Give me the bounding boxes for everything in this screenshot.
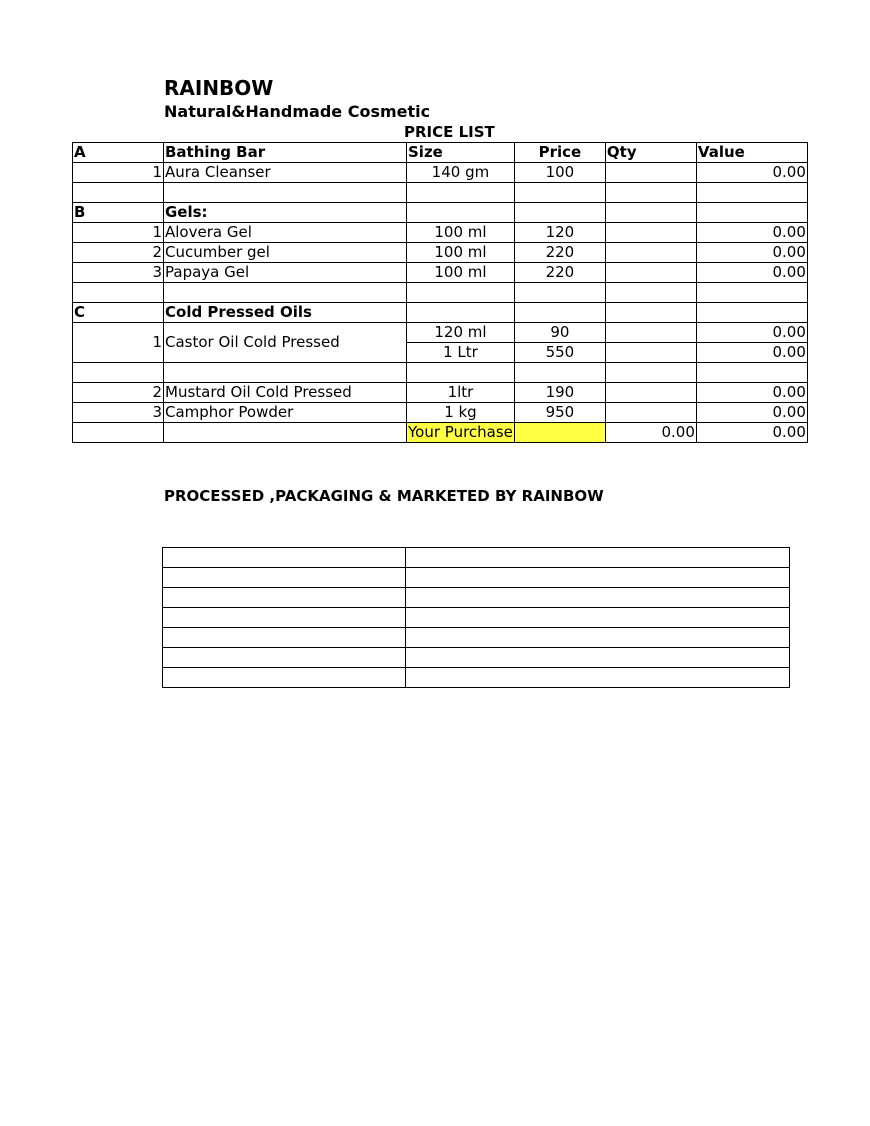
column-header-size: Size (407, 143, 515, 163)
item-qty-cell[interactable] (605, 323, 696, 343)
item-number: 1 (73, 163, 164, 183)
blank-cell[interactable] (406, 628, 790, 648)
your-purchase-fill (514, 423, 605, 443)
total-row (73, 423, 808, 443)
blank-cell[interactable] (406, 588, 790, 608)
item-name: Camphor Powder (164, 403, 407, 423)
section-row (73, 303, 808, 323)
table-row (73, 323, 808, 343)
item-price: 950 (514, 403, 605, 423)
footer-marketed-by: PROCESSED ,PACKAGING & MARKETED BY RAINBOW (164, 487, 604, 505)
blank-row (163, 548, 790, 568)
item-qty-cell[interactable] (605, 383, 696, 403)
company-tagline: Natural&Handmade Cosmetic (164, 102, 431, 121)
item-size: 120 ml (407, 323, 515, 343)
item-number: 3 (73, 263, 164, 283)
blank-cell[interactable] (406, 668, 790, 688)
item-price: 90 (514, 323, 605, 343)
item-name: Cucumber gel (164, 243, 407, 263)
item-qty-cell[interactable] (605, 223, 696, 243)
item-name: Aura Cleanser (164, 163, 407, 183)
item-value: 0.00 (696, 163, 807, 183)
company-title: RAINBOW (164, 76, 274, 100)
item-qty-cell[interactable] (605, 163, 696, 183)
blank-cell[interactable] (163, 548, 406, 568)
item-number: 2 (73, 383, 164, 403)
empty-row (73, 283, 808, 303)
item-name: Castor Oil Cold Pressed (164, 323, 407, 363)
blank-cell[interactable] (163, 568, 406, 588)
item-size: 100 ml (407, 223, 515, 243)
item-name: Mustard Oil Cold Pressed (164, 383, 407, 403)
item-qty-cell[interactable] (605, 243, 696, 263)
item-size: 140 gm (407, 163, 515, 183)
total-value: 0.00 (696, 423, 807, 443)
item-value: 0.00 (696, 223, 807, 243)
column-header-value: Value (696, 143, 807, 163)
blank-cell[interactable] (163, 668, 406, 688)
item-price: 220 (514, 243, 605, 263)
blank-cell[interactable] (163, 608, 406, 628)
item-value: 0.00 (696, 243, 807, 263)
blank-cell[interactable] (163, 648, 406, 668)
item-size: 1 Ltr (407, 343, 515, 363)
section-c-title: Cold Pressed Oils (164, 303, 407, 323)
item-value: 0.00 (696, 343, 807, 363)
price-table (72, 142, 808, 443)
item-value: 0.00 (696, 403, 807, 423)
table-row (73, 223, 808, 243)
item-value: 0.00 (696, 263, 807, 283)
blank-cell[interactable] (163, 588, 406, 608)
section-b-title: Gels: (164, 203, 407, 223)
item-price: 190 (514, 383, 605, 403)
section-row (73, 203, 808, 223)
item-qty-cell[interactable] (605, 263, 696, 283)
blank-cell[interactable] (406, 548, 790, 568)
table-row (73, 403, 808, 423)
item-name: Alovera Gel (164, 223, 407, 243)
blank-notes-table (162, 547, 790, 688)
blank-row (163, 568, 790, 588)
blank-cell[interactable] (406, 648, 790, 668)
header-row (73, 143, 808, 163)
item-price: 550 (514, 343, 605, 363)
item-size: 1ltr (407, 383, 515, 403)
empty-row (73, 363, 808, 383)
item-number: 1 (73, 323, 164, 363)
blank-cell[interactable] (406, 568, 790, 588)
item-number: 2 (73, 243, 164, 263)
blank-row (163, 668, 790, 688)
blank-row (163, 628, 790, 648)
item-qty-cell[interactable] (605, 343, 696, 363)
blank-row (163, 648, 790, 668)
item-value: 0.00 (696, 323, 807, 343)
your-purchase-label: Your Purchase (408, 423, 513, 441)
table-row (73, 383, 808, 403)
item-price: 100 (514, 163, 605, 183)
column-header-qty: Qty (605, 143, 696, 163)
section-a-label: A (73, 143, 164, 163)
item-value: 0.00 (696, 383, 807, 403)
total-qty: 0.00 (605, 423, 696, 443)
item-price: 120 (514, 223, 605, 243)
item-price: 220 (514, 263, 605, 283)
blank-cell[interactable] (163, 628, 406, 648)
section-b-label: B (73, 203, 164, 223)
item-name: Papaya Gel (164, 263, 407, 283)
item-number: 3 (73, 403, 164, 423)
table-row (73, 263, 808, 283)
blank-row (163, 608, 790, 628)
table-row (73, 243, 808, 263)
item-number: 1 (73, 223, 164, 243)
item-size: 100 ml (407, 243, 515, 263)
table-row (73, 163, 808, 183)
empty-row (73, 183, 808, 203)
blank-row (163, 588, 790, 608)
price-list-title: PRICE LIST (404, 123, 495, 141)
section-c-label: C (73, 303, 164, 323)
item-size: 1 kg (407, 403, 515, 423)
blank-cell[interactable] (406, 608, 790, 628)
column-header-name: Bathing Bar (164, 143, 407, 163)
item-size: 100 ml (407, 263, 515, 283)
column-header-price: Price (514, 143, 605, 163)
item-qty-cell[interactable] (605, 403, 696, 423)
